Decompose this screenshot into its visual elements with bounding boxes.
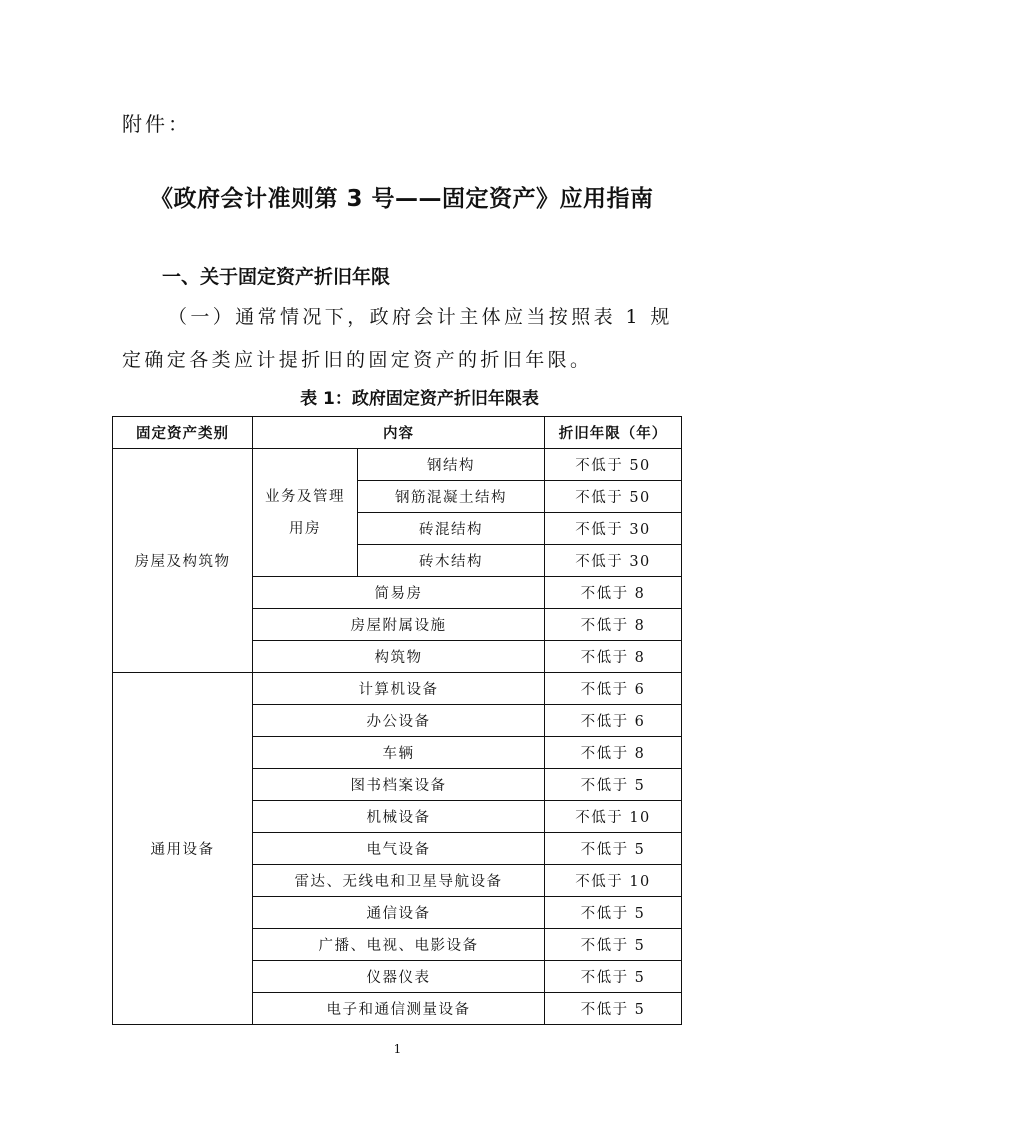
header-content: 内容 bbox=[253, 417, 545, 449]
table-row bbox=[113, 449, 682, 481]
table-caption bbox=[0, 384, 1029, 409]
header-category: 固定资产类别 bbox=[113, 417, 253, 449]
item-cell: 钢结构 bbox=[358, 449, 545, 481]
years-cell: 不低于 50 bbox=[545, 449, 682, 481]
item-cell: 砖混结构 bbox=[358, 513, 545, 545]
years-cell: 不低于 30 bbox=[545, 545, 682, 577]
item-cell: 钢筋混凝土结构 bbox=[358, 481, 545, 513]
body-paragraph: （一）通常情况下，政府会计主体应当按照表 1 规定确定各类应计提折旧的固定资产的折旧年限。 bbox=[122, 306, 673, 371]
years-cell: 不低于 5 bbox=[545, 993, 682, 1025]
years-cell: 不低于 10 bbox=[545, 865, 682, 897]
years-cell: 不低于 8 bbox=[545, 641, 682, 673]
years-cell: 不低于 8 bbox=[545, 737, 682, 769]
item-cell: 仪器仪表 bbox=[253, 961, 545, 993]
item-cell: 构筑物 bbox=[253, 641, 545, 673]
years-cell: 不低于 5 bbox=[545, 897, 682, 929]
item-cell: 通信设备 bbox=[253, 897, 545, 929]
subgroup-cell bbox=[253, 449, 358, 577]
years-cell: 不低于 5 bbox=[545, 961, 682, 993]
item-cell: 雷达、无线电和卫星导航设备 bbox=[253, 865, 545, 897]
years-cell: 不低于 8 bbox=[545, 577, 682, 609]
years-cell: 不低于 6 bbox=[545, 705, 682, 737]
item-cell: 计算机设备 bbox=[253, 673, 545, 705]
years-cell: 不低于 6 bbox=[545, 673, 682, 705]
years-cell: 不低于 10 bbox=[545, 801, 682, 833]
subgroup-label-line2: 用房 bbox=[289, 520, 321, 537]
years-cell: 不低于 5 bbox=[545, 769, 682, 801]
item-cell: 车辆 bbox=[253, 737, 545, 769]
category-cell: 房屋及构筑物 bbox=[113, 449, 253, 673]
subgroup-label-line1: 业务及管理 bbox=[265, 488, 345, 505]
item-cell: 砖木结构 bbox=[358, 545, 545, 577]
page-number-text: 1 bbox=[393, 1042, 402, 1056]
item-cell: 电气设备 bbox=[253, 833, 545, 865]
item-cell: 电子和通信测量设备 bbox=[253, 993, 545, 1025]
item-cell: 图书档案设备 bbox=[253, 769, 545, 801]
item-cell: 房屋附属设施 bbox=[253, 609, 545, 641]
table-row bbox=[113, 673, 682, 705]
document-title: 《政府会计准则第 3 号——固定资产》应用指南 bbox=[150, 186, 654, 212]
years-cell: 不低于 30 bbox=[545, 513, 682, 545]
page-number bbox=[0, 1042, 1029, 1056]
years-cell: 不低于 50 bbox=[545, 481, 682, 513]
table-caption-text: 表 1：政府固定资产折旧年限表 bbox=[300, 389, 539, 409]
item-cell: 机械设备 bbox=[253, 801, 545, 833]
category-cell: 通用设备 bbox=[113, 673, 253, 1025]
item-cell: 广播、电视、电影设备 bbox=[253, 929, 545, 961]
depreciation-table bbox=[112, 416, 682, 1025]
years-cell: 不低于 5 bbox=[545, 833, 682, 865]
item-cell: 办公设备 bbox=[253, 705, 545, 737]
section-heading: 一、关于固定资产折旧年限 bbox=[162, 266, 391, 288]
header-years: 折旧年限（年） bbox=[545, 417, 682, 449]
attachment-label: 附件： bbox=[122, 112, 191, 136]
years-cell: 不低于 5 bbox=[545, 929, 682, 961]
years-cell: 不低于 8 bbox=[545, 609, 682, 641]
table-header-row bbox=[113, 417, 682, 449]
item-cell: 简易房 bbox=[253, 577, 545, 609]
